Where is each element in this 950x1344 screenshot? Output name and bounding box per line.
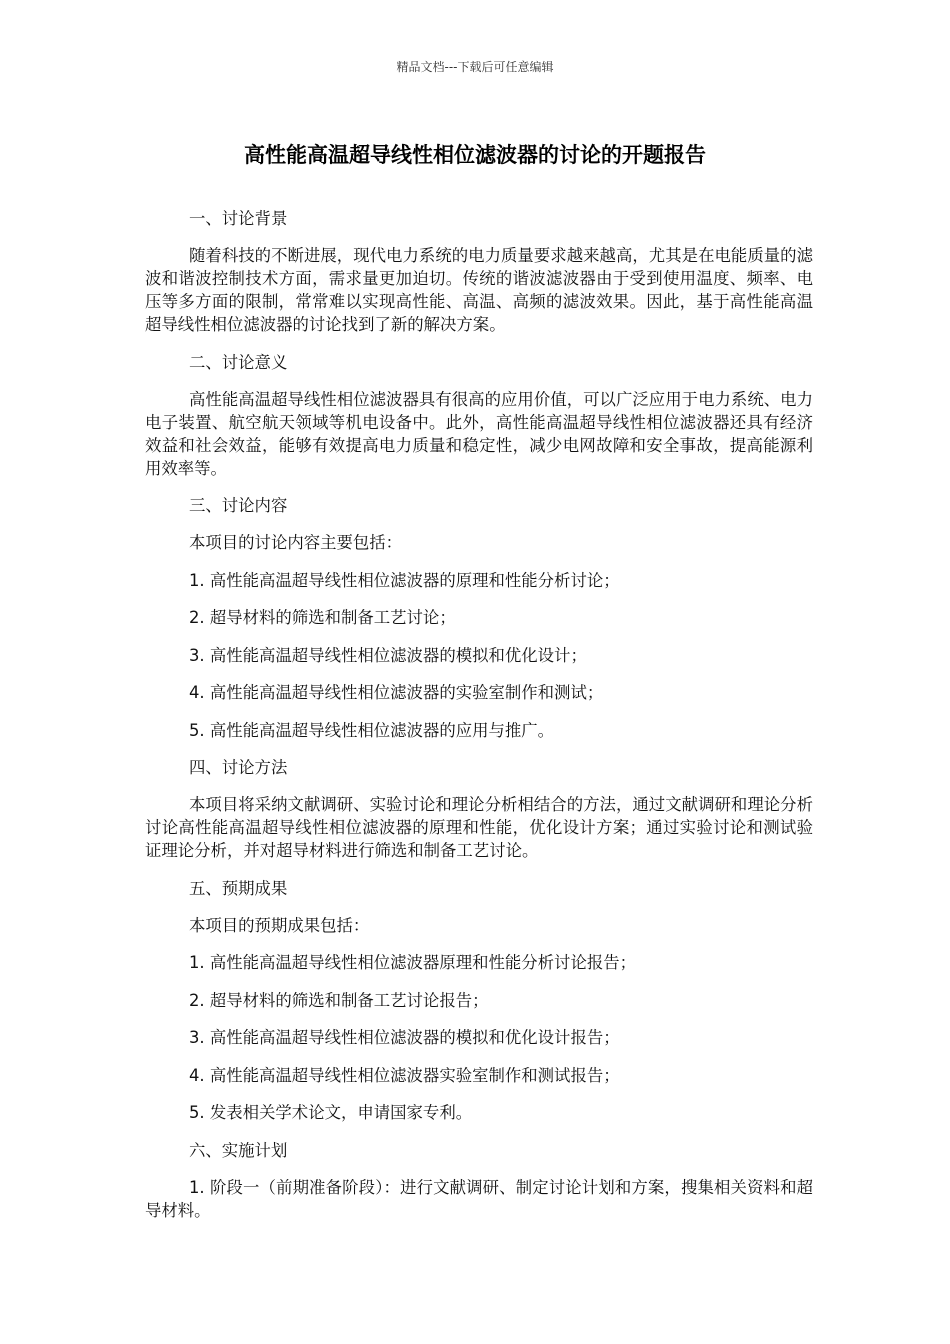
document-title: 高性能高温超导线性相位滤波器的讨论的开题报告 xyxy=(244,143,706,167)
list-item: 5. 高性能高温超导线性相位滤波器的应用与推广。 xyxy=(189,720,555,740)
list-item: 1. 阶段一（前期准备阶段）：进行文献调研、制定讨论计划和方案，搜集相关资料和超导材料。 xyxy=(145,1177,813,1220)
section-heading-methods: 四、讨论方法 xyxy=(189,758,288,777)
section-heading-expected-results: 五、预期成果 xyxy=(189,878,288,898)
list-item: 1. 高性能高温超导线性相位滤波器原理和性能分析讨论报告； xyxy=(189,953,637,972)
document-body xyxy=(145,207,813,1236)
section-heading-significance: 二、讨论意义 xyxy=(189,352,288,372)
list-item: 1. 高性能高温超导线性相位滤波器的原理和性能分析讨论； xyxy=(189,570,620,590)
section-intro: 本项目的预期成果包括： xyxy=(189,915,370,935)
section-heading-implementation-plan: 六、实施计划 xyxy=(189,1140,288,1160)
paragraph: 本项目将采纳文献调研、实验讨论和理论分析相结合的方法，通过文献调研和理论分析讨论高性能高温超导线性相位滤波器的原理和性能，优化设计方案；通过实验讨论和测试验证理论分析，并对超导材料进行筛选和制备工艺讨论。 xyxy=(145,795,813,860)
list-item: 3. 高性能高温超导线性相位滤波器的模拟和优化设计； xyxy=(189,645,587,665)
paragraph: 随着科技的不断进展，现代电力系统的电力质量要求越来越高，尤其是在电能质量的滤波和谐波控制技术方面，需求量更加迫切。传统的谐波滤波器由于受到使用温度、频率、电压等多方面的限制，常常难以实现高性能、高温、高频的滤波效果。因此，基于高性能高温超导线性相位滤波器的讨论找到了新的解决方案。 xyxy=(145,246,813,334)
section-heading-background: 一、讨论背景 xyxy=(189,209,288,228)
list-item: 4. 高性能高温超导线性相位滤波器实验室制作和测试报告； xyxy=(189,1065,620,1085)
list-item: 4. 高性能高温超导线性相位滤波器的实验室制作和测试； xyxy=(189,683,604,702)
list-item: 2. 超导材料的筛选和制备工艺讨论； xyxy=(189,608,456,627)
list-item: 2. 超导材料的筛选和制备工艺讨论报告； xyxy=(189,990,489,1010)
section-intro: 本项目的讨论内容主要包括： xyxy=(189,533,403,552)
list-item: 5. 发表相关学术论文，申请国家专利。 xyxy=(189,1103,473,1122)
list-item: 3. 高性能高温超导线性相位滤波器的模拟和优化设计报告； xyxy=(189,1028,620,1047)
header-watermark: 精品文档---下载后可任意编辑 xyxy=(396,60,554,74)
paragraph: 高性能高温超导线性相位滤波器具有很高的应用价值，可以广泛应用于电力系统、电力电子装置、航空航天领域等机电设备中。此外，高性能高温超导线性相位滤波器还具有经济效益和社会效益，能够有效提高电力质量和稳定性，减少电网故障和安全事故，提高能源利用效率等。 xyxy=(145,389,813,478)
section-heading-content: 三、讨论内容 xyxy=(189,496,288,515)
